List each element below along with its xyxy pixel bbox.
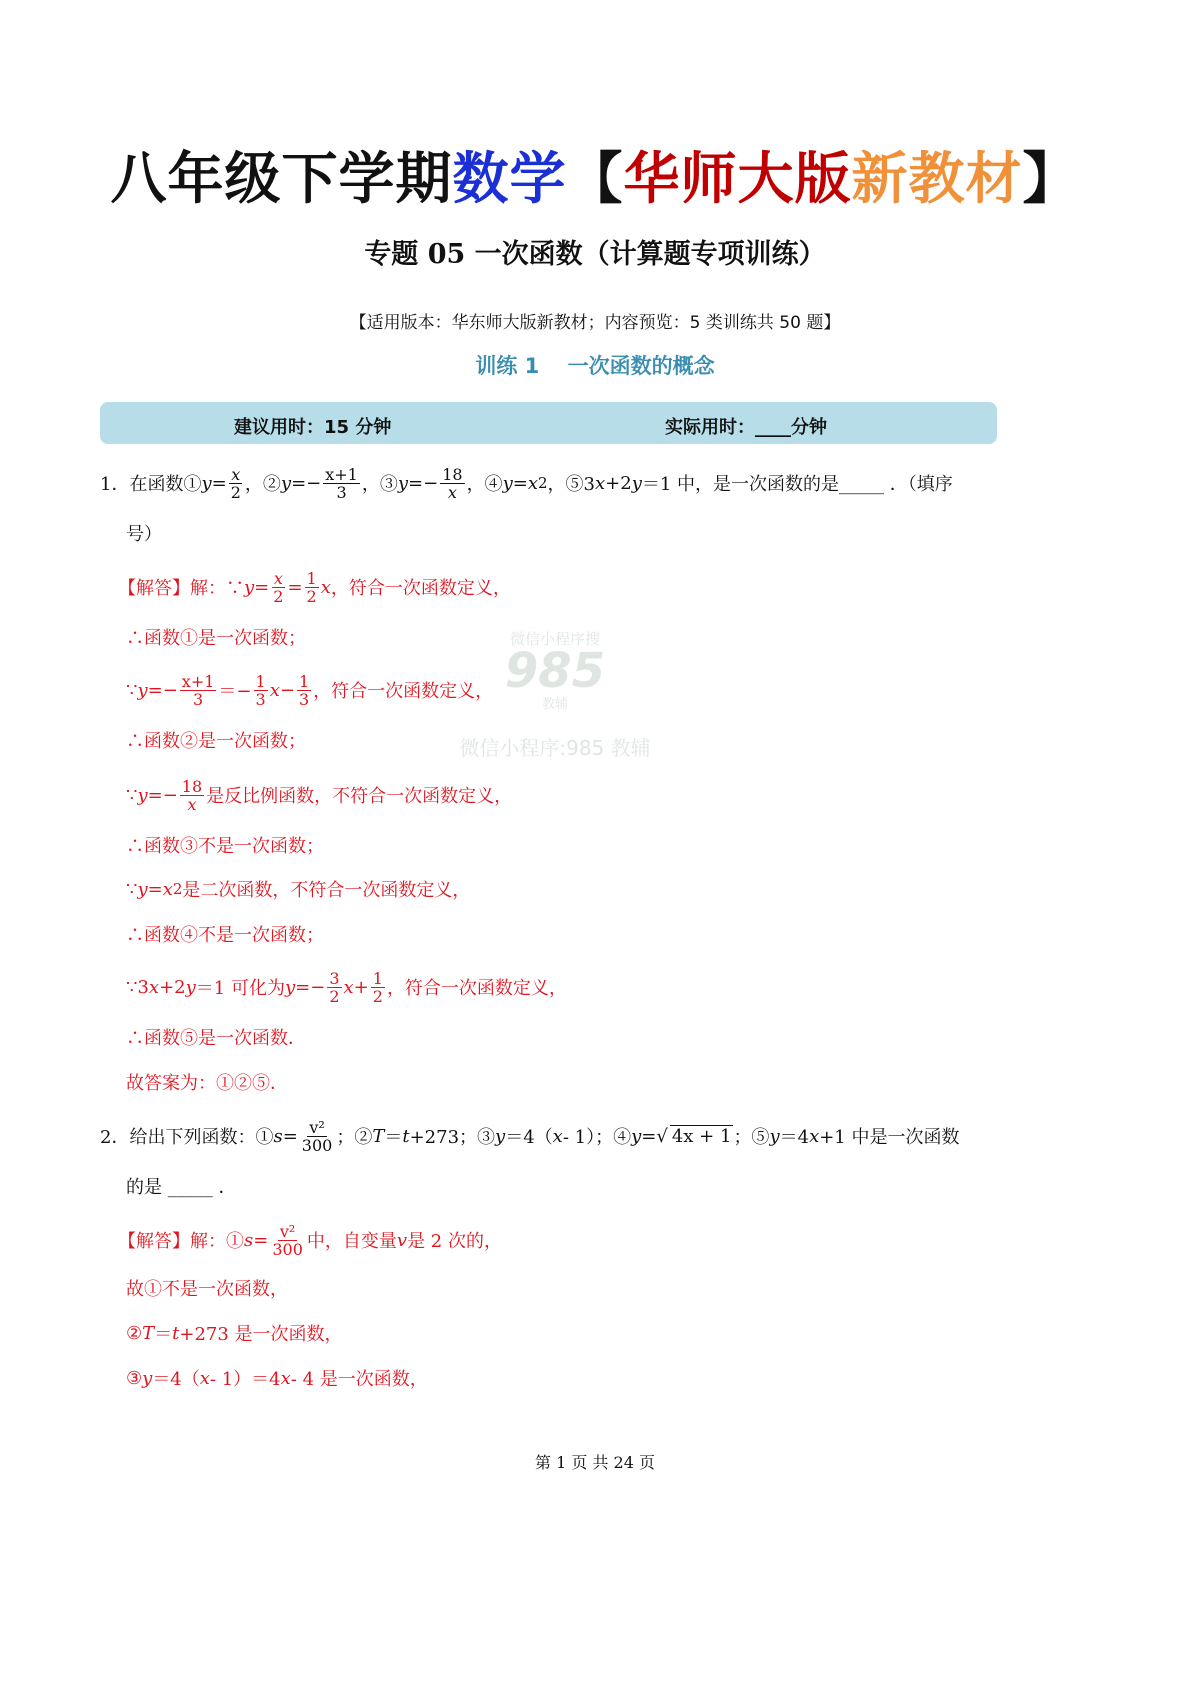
numerator	[307, 1119, 326, 1137]
training-heading: 训练 1 一次函数的概念	[475, 354, 715, 378]
text-run: 中，自变量	[306, 1231, 397, 1252]
text-run: =	[282, 1125, 298, 1147]
math-variable: x	[552, 1125, 563, 1147]
numerator	[254, 673, 268, 691]
text-run: =−	[295, 976, 326, 998]
math-variable: t	[402, 1125, 410, 1147]
denominator	[327, 988, 341, 1005]
title-subject: 数学	[452, 147, 567, 212]
text-run: ；②	[336, 1127, 373, 1148]
text-run: 2	[329, 986, 340, 1006]
question-line	[100, 463, 953, 503]
denominator	[191, 691, 205, 708]
fraction	[327, 970, 341, 1005]
fraction	[254, 673, 268, 708]
square-root: √ 4x + 1	[656, 1125, 732, 1147]
answer-line	[126, 869, 470, 909]
fraction	[180, 673, 217, 708]
text-run: ，符合一次函数定义，	[313, 681, 494, 702]
math-variable: x	[148, 976, 160, 998]
title-edition: 华师大版	[623, 147, 852, 212]
text-run: ∴函数③不是一次函数；	[126, 836, 324, 857]
answer-line	[126, 1313, 343, 1353]
time-box	[100, 402, 997, 444]
question-line	[126, 1166, 236, 1206]
page-footer: 第 1 页 共 24 页	[535, 1453, 655, 1472]
text-run: ＝	[154, 1324, 173, 1345]
text-run: ∴函数①是一次函数；	[126, 628, 306, 649]
title-bracket-close: 】	[1022, 147, 1080, 212]
text-run: 3	[336, 482, 347, 502]
text-run: =−	[147, 679, 178, 701]
fraction	[271, 570, 285, 605]
suggested-time: 建议用时：15 分钟	[234, 417, 392, 438]
text-run: 1	[298, 671, 310, 691]
text-run: =	[641, 1125, 657, 1147]
math-variable: v	[396, 1229, 408, 1251]
math-variable: x	[162, 878, 173, 900]
text-run: 是反比例函数，不符合一次函数定义，	[206, 786, 513, 807]
text-run: ，④	[466, 474, 503, 495]
text-run: 3	[193, 689, 204, 709]
text-run: 18	[181, 776, 203, 796]
denominator	[371, 988, 385, 1005]
denominator	[300, 1137, 335, 1154]
math-variable: y	[137, 878, 148, 900]
text-run: 1．在函数①	[100, 474, 202, 495]
text-run: +2	[159, 976, 186, 998]
text-run: =	[147, 878, 163, 900]
fraction	[180, 778, 204, 813]
math-variable: y	[137, 784, 148, 806]
answer-line	[126, 967, 567, 1007]
text-run: ＝4（	[152, 1369, 200, 1390]
math-variable: y	[631, 472, 642, 494]
denominator	[446, 484, 459, 501]
numerator	[371, 970, 385, 988]
denominator	[305, 588, 319, 605]
denominator	[254, 691, 268, 708]
math-variable: x	[269, 679, 280, 701]
text-run: ∵	[126, 679, 138, 701]
title-bracket-open: 【	[566, 147, 624, 212]
answer-line	[126, 914, 324, 954]
answer-line	[126, 617, 306, 657]
text-run: =	[287, 576, 303, 598]
text-run: 号）	[126, 524, 162, 545]
text-run: v²	[279, 1221, 296, 1241]
answer-line	[118, 567, 511, 607]
text-run: 1	[306, 568, 317, 588]
text-run: - 1）＝4	[209, 1369, 281, 1390]
text-run: 1	[255, 671, 266, 691]
numerator	[323, 466, 360, 484]
question-line	[100, 1116, 959, 1156]
math-variable: y	[495, 1125, 506, 1147]
fraction	[323, 466, 360, 501]
text-run: ＝1 可化为	[195, 978, 285, 999]
text-run: ，②	[244, 474, 281, 495]
text-run: - 1）；④	[562, 1127, 632, 1148]
text-run: =	[512, 472, 528, 494]
answer-line	[126, 1358, 428, 1398]
fraction	[270, 1223, 305, 1258]
text-run: ＝4（	[505, 1127, 553, 1148]
denominator	[297, 691, 311, 708]
text-run: −	[279, 679, 295, 701]
answer-line	[126, 1017, 306, 1057]
math-variable: x	[809, 1125, 820, 1147]
math-variable: x	[199, 1367, 210, 1389]
answer-line	[126, 775, 512, 815]
watermark-number: 985	[504, 643, 606, 699]
text-run: 故①不是一次函数，	[126, 1279, 288, 1300]
numerator	[297, 673, 311, 691]
text-run: ∴函数④不是一次函数；	[126, 925, 324, 946]
fraction	[305, 570, 319, 605]
answer-line	[118, 1220, 502, 1260]
math-variable: y	[280, 472, 292, 494]
watermark-sub: 教辅	[541, 697, 568, 712]
math-variable: s	[244, 1229, 254, 1251]
text-run: x+1	[181, 671, 215, 691]
version-info: 【适用版本：华东师大版新教材；内容预览：5 类训练共 50 题】	[349, 313, 841, 333]
text-run: 3	[298, 689, 310, 709]
text-run: +2	[605, 472, 632, 494]
text-run: 故答案为：①②⑤．	[126, 1073, 288, 1094]
answer-line	[126, 720, 306, 760]
actual-time: 实际用时：____分钟	[665, 417, 827, 438]
text-run: ＝1 中，是一次函数的是_____ ．（填序	[641, 474, 953, 495]
text-run: 300	[301, 1135, 333, 1155]
text-run: ；⑤	[733, 1127, 770, 1148]
math-variable: y	[502, 472, 513, 494]
numerator	[305, 570, 319, 588]
text-run: ∵3	[126, 976, 149, 998]
numerator	[440, 466, 464, 484]
superscript: 2	[172, 880, 183, 898]
watermark-bottom: 微信小程序:985 教辅	[459, 736, 651, 760]
text-run: 2．给出下列函数：①	[100, 1127, 274, 1148]
math-variable: y	[397, 472, 409, 494]
answer-line	[126, 1062, 288, 1102]
numerator	[327, 970, 341, 988]
text-run: 2	[306, 586, 317, 606]
text-run: =−	[147, 784, 178, 806]
math-variable: s	[273, 1125, 283, 1147]
text-run: ③	[126, 1367, 143, 1389]
math-variable: y	[769, 1125, 780, 1147]
text-run: 【解答】解：∵	[118, 578, 244, 599]
math-variable: x	[343, 976, 354, 998]
text-run: ，符合一次函数定义，	[330, 578, 511, 599]
math-variable: x	[447, 482, 457, 502]
text-run: - 4 是一次函数，	[290, 1369, 428, 1390]
text-run: ②	[126, 1322, 143, 1344]
text-run: x+1	[325, 464, 358, 484]
math-variable: x	[527, 472, 538, 494]
text-run: 300	[272, 1239, 303, 1259]
text-run: ∴函数⑤是一次函数．	[126, 1028, 306, 1049]
math-variable: x	[594, 472, 606, 494]
radicand: 4x + 1	[671, 1125, 732, 1147]
math-variable: y	[631, 1125, 642, 1147]
text-run: =	[253, 1229, 269, 1251]
text-run: ＝−	[218, 681, 252, 702]
text-run: =−	[291, 472, 322, 494]
text-run: ＝	[384, 1127, 403, 1148]
math-variable: y	[244, 576, 255, 598]
text-run: 3	[255, 689, 266, 709]
math-variable: x	[231, 464, 241, 484]
text-run: +1 中是一次函数	[819, 1127, 960, 1148]
text-run: 2	[230, 482, 241, 502]
denominator	[271, 588, 285, 605]
text-run: ，③	[361, 474, 398, 495]
numerator	[180, 778, 204, 796]
denominator	[334, 484, 348, 501]
numerator	[272, 570, 285, 588]
question-line	[126, 513, 162, 553]
title-grade: 八年级下学期	[110, 147, 453, 212]
numerator	[278, 1223, 297, 1241]
fraction	[440, 466, 464, 501]
superscript: 2	[537, 474, 548, 492]
math-variable: x	[187, 794, 197, 814]
fraction	[297, 673, 311, 708]
math-variable: T	[142, 1322, 155, 1344]
watermark-top: 微信小程序搜	[509, 630, 600, 648]
text-run: 【解答】解：①	[118, 1231, 244, 1252]
text-run: 1	[372, 968, 383, 988]
math-variable: y	[284, 976, 296, 998]
text-run: ，⑤3	[547, 474, 595, 495]
text-run: 2	[273, 586, 284, 606]
text-run: +273 是一次函数，	[179, 1324, 343, 1345]
text-run: 是 2 次的，	[407, 1231, 502, 1252]
text-run: ∴函数②是一次函数；	[126, 731, 306, 752]
text-run: 2	[372, 986, 383, 1006]
text-run: 是二次函数，不符合一次函数定义，	[182, 880, 471, 901]
text-run: ，符合一次函数定义，	[386, 978, 567, 999]
fraction	[371, 970, 385, 1005]
answer-line	[126, 670, 493, 710]
math-variable: y	[185, 976, 196, 998]
text-run: ＝4	[779, 1127, 810, 1148]
text-run: 3	[329, 968, 340, 988]
numerator	[180, 673, 217, 691]
math-variable: T	[372, 1125, 385, 1147]
text-run: ∵	[126, 878, 138, 900]
text-run: +	[353, 976, 369, 998]
numerator	[229, 466, 242, 484]
answer-line	[126, 1268, 288, 1308]
text-run: v²	[309, 1117, 325, 1137]
math-variable: x	[320, 576, 331, 598]
text-run: =	[254, 576, 270, 598]
math-variable: y	[201, 472, 212, 494]
denominator	[185, 796, 198, 813]
text-run: =−	[408, 472, 439, 494]
math-variable: y	[137, 679, 148, 701]
text-run: 的是 _____ ．	[126, 1177, 237, 1198]
text-run: ∵	[126, 784, 138, 806]
answer-line	[126, 825, 324, 865]
fraction	[229, 466, 243, 501]
subtitle: 专题 05 一次函数（计算题专项训练）	[364, 239, 826, 270]
denominator	[270, 1241, 305, 1258]
document-title	[0, 135, 1190, 215]
text-run: +273；③	[409, 1127, 496, 1148]
denominator	[229, 484, 243, 501]
math-variable: x	[280, 1367, 291, 1389]
title-new-material: 新教材	[851, 147, 1023, 212]
math-variable: t	[172, 1322, 180, 1344]
fraction	[300, 1119, 335, 1154]
text-run: 18	[442, 464, 463, 484]
text-run: =	[211, 472, 227, 494]
math-variable: x	[273, 568, 283, 588]
math-variable: y	[142, 1367, 153, 1389]
